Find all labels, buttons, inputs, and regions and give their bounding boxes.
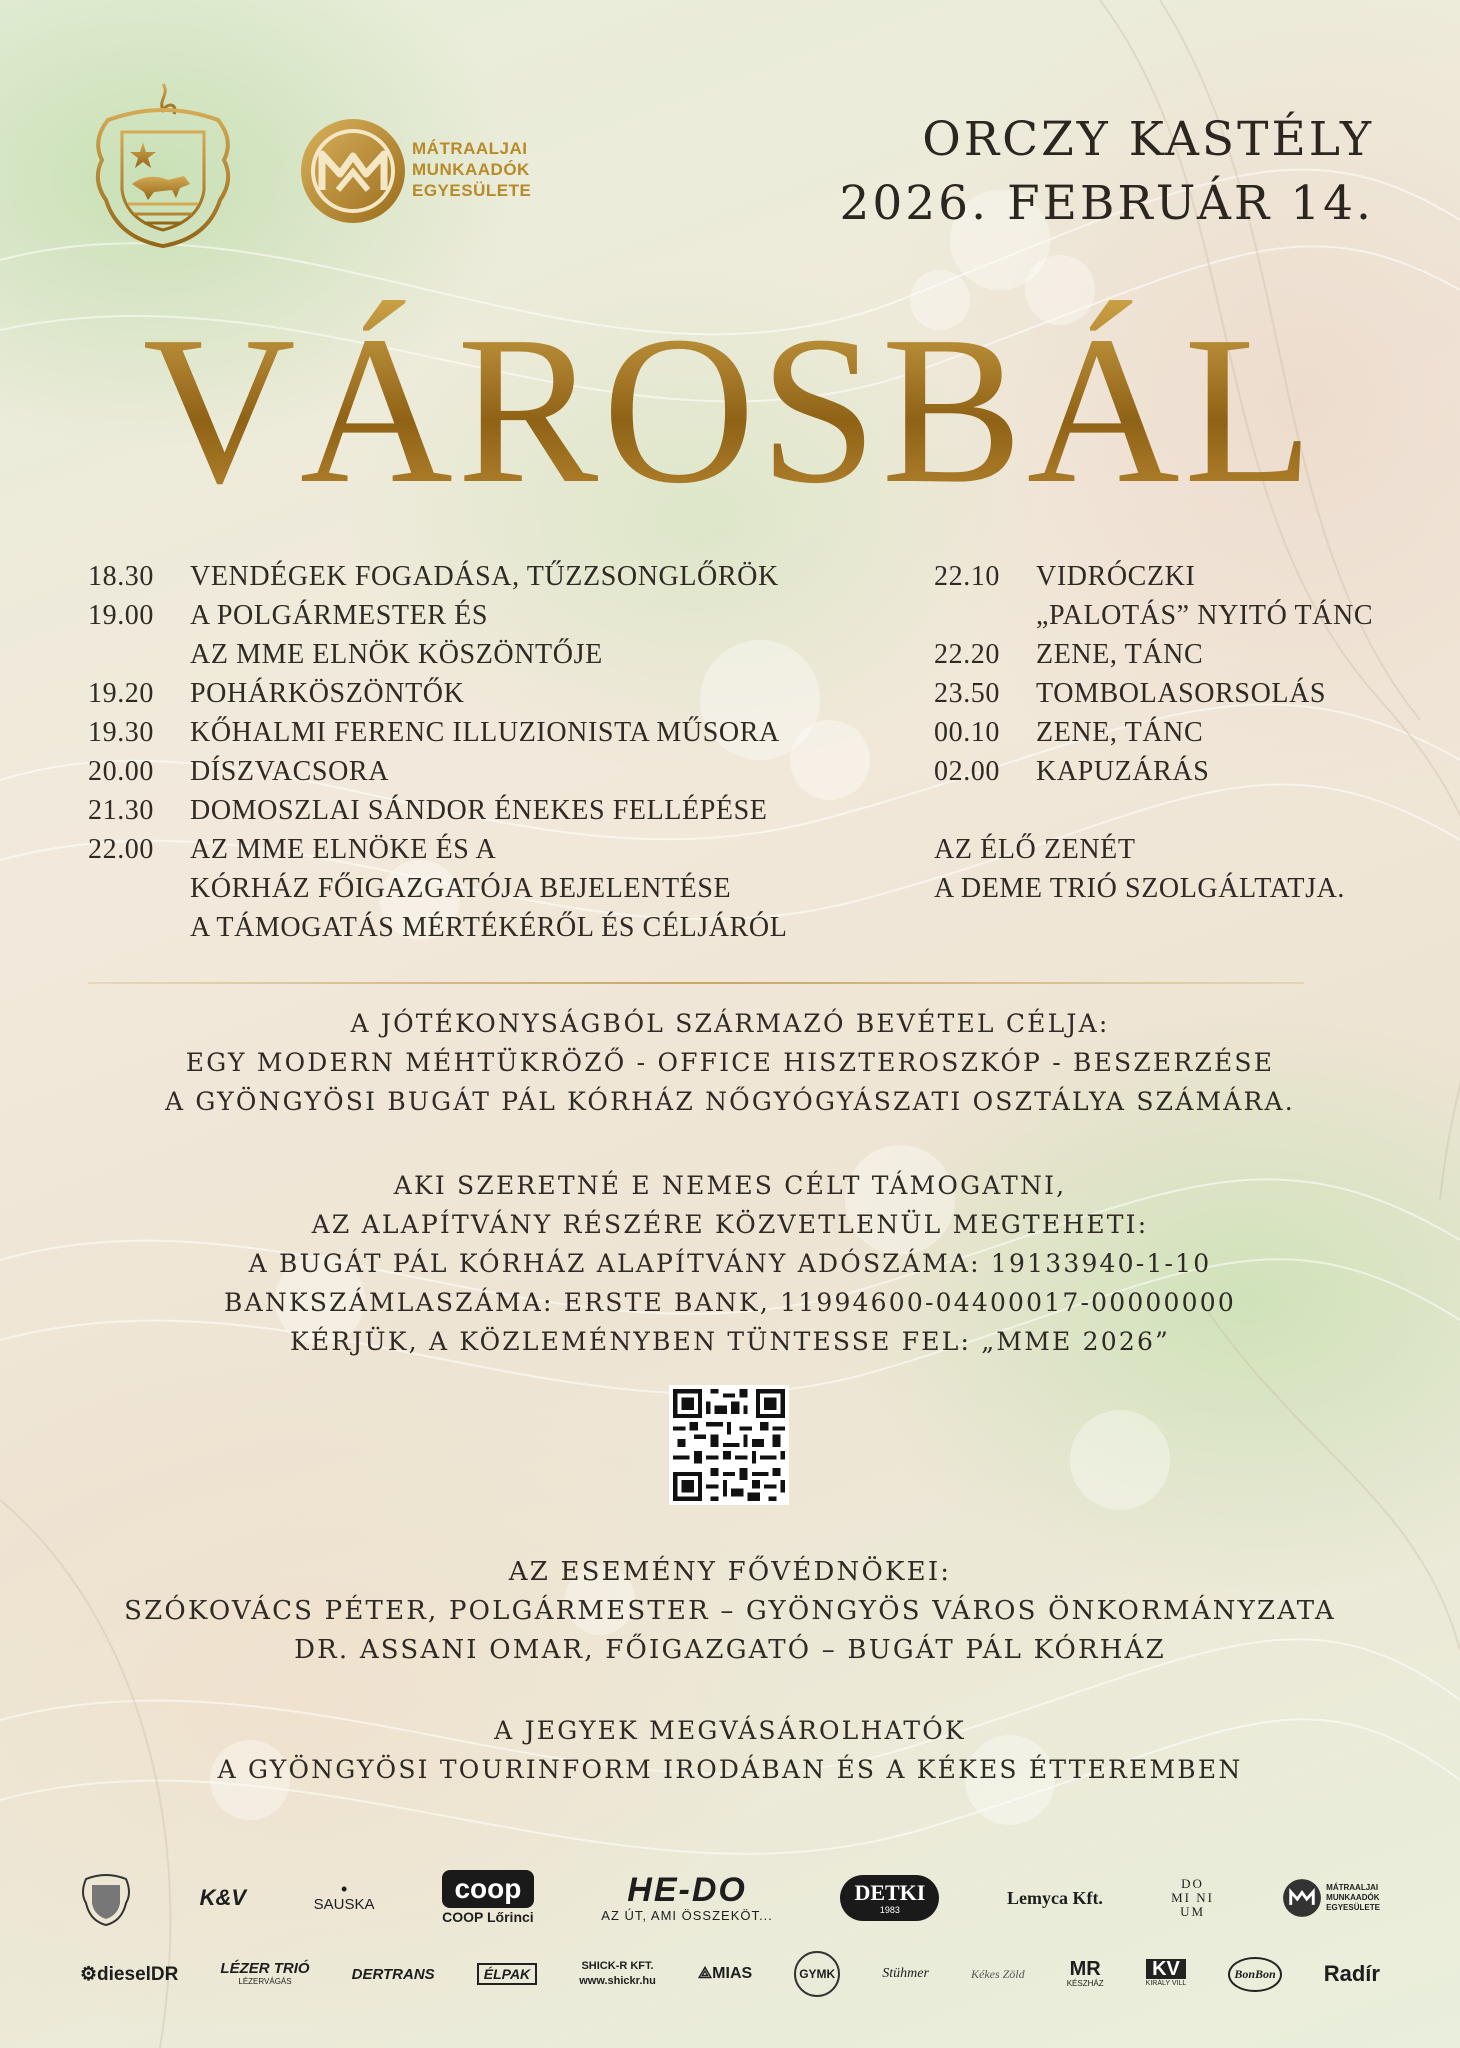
patrons-line: DR. ASSANI OMAR, FŐIGAZGATÓ – BUGÁT PÁL KÓRHÁZ [294,1635,1166,1665]
elpak-logo: ÉLPAK [477,1963,537,1985]
schedule-text: POHÁRKÖSZÖNTŐK [190,678,465,709]
mr-keszhaz-logo-text: MR [1069,1958,1101,1980]
dieseldr-logo [80,1963,178,1986]
schedule-item [934,674,1394,713]
donation-line: BANKSZÁMLASZÁMA: ERSTE BANK, 11994600-04400017-00000000 [224,1288,1236,1317]
mias-logo [698,1965,752,1983]
schedule-time: 19.20 [88,678,154,709]
schedule-text: ZENE, TÁNC [1036,639,1204,670]
schedule-text: AZ MME ELNÖK KÖSZÖNTŐJE [190,639,603,670]
hedo-logo-slogan: AZ ÚT, AMI ÖSSZEKÖT... [601,1908,773,1923]
schedule-item [88,791,848,830]
event-date: 2026. FEBRUÁR 14. [839,176,1374,231]
venue-name: ORCZY KASTÉLY [922,112,1374,167]
mme-small-logo-icon [1282,1878,1322,1918]
dertrans-logo: DERTRANS [351,1965,435,1983]
detki-logo [840,1875,939,1921]
mme-small-logo [1282,1878,1380,1918]
sauska-logo-text: SAUSKA [313,1896,375,1913]
event-title: VÁROSBÁL [0,300,1460,520]
shick-r-logo-url: www.shickr.hu [579,1975,656,1987]
lezer-trio-logo [220,1961,309,1987]
schedule-item [88,830,848,947]
donation-line: A BUGÁT PÁL KÓRHÁZ ALAPÍTVÁNY ADÓSZÁMA: 19133940-1-10 [248,1249,1212,1278]
schedule-right [934,557,1394,908]
kv-logo [200,1885,246,1911]
schedule-time: 20.00 [88,756,154,787]
kekes-zold-logo: Kékes Zöld [970,1966,1025,1981]
mme-name [412,138,531,201]
donation-line: KÉRJÜK, A KÖZLEMÉNYBEN TÜNTESSE FEL: „MME 2026” [289,1327,1171,1356]
schedule-text: A TÁMOGATÁS MÉRTÉKÉRŐL ÉS CÉLJÁRÓL [190,912,788,943]
schedule-text: TOMBOLASORSOLÁS [1036,678,1327,709]
city-crest-small-icon [80,1869,132,1927]
music-note-line: A DEME TRIÓ SZOLGÁLTATJA. [934,873,1345,904]
schedule-time: 00.10 [934,717,1000,748]
schedule-left [88,557,848,947]
schedule-item [88,557,848,596]
patrons-line: AZ ESEMÉNY FŐVÉDNÖKEI: [508,1557,952,1587]
kiraly-vill-logo [1146,1959,1187,1989]
live-music-note [934,830,1394,908]
event-patrons [0,1553,1460,1670]
mme-name-line: MÁTRAALJAI [412,139,528,158]
ticket-info [0,1711,1460,1789]
schedule-text: VENDÉGEK FOGADÁSA, TŰZZSONGLŐRÖK [190,561,779,592]
mme-small-logo-line: MUNKAADÓK [1326,1893,1380,1902]
hedo-logo [601,1872,773,1924]
coop-logo-caption: COOP Lőrinci [442,1909,534,1925]
schedule-time: 21.30 [88,795,154,826]
hedo-logo-text: HE-DO [627,1871,747,1909]
stuhmer-logo: Stühmer [882,1966,929,1981]
schedule-text: KÓRHÁZ FŐIGAZGATÓJA BEJELENTÉSE [190,873,732,904]
schedule-time: 02.00 [934,756,1000,787]
schedule-text: AZ MME ELNÖKE ÉS A [190,834,497,865]
mr-keszhaz-logo-caption: KÉSZHÁZ [1066,1979,1104,1988]
schedule-text: KŐHALMI FERENC ILLUZIONISTA MŰSORA [190,717,780,748]
kv-logo-text: K&V [199,1885,247,1910]
schedule-text: A POLGÁRMESTER ÉS [190,600,489,631]
gold-divider [88,982,1304,984]
lemyca-logo: Lemyca Kft. [1006,1887,1103,1908]
sauska-logo: • SAUSKA [313,1879,375,1913]
patrons-line: SZÓKOVÁCS PÉTER, POLGÁRMESTER – GYÖNGYÖS VÁROS ÖNKORMÁNYZATA [124,1596,1336,1626]
donation-line: AZ ALAPÍTVÁNY RÉSZÉRE KÖZVETLENÜL MEGTEHETI: [311,1210,1149,1239]
charity-purpose [0,1004,1460,1121]
kiraly-vill-logo-caption: KIRÁLY VILL [1145,1980,1187,1987]
dieseldr-logo-icon: ⚙ [80,1963,98,1985]
mias-logo-text: MIAS [712,1965,753,1982]
dieseldr-logo-text: dieselDR [97,1963,179,1985]
schedule-text: ZENE, TÁNC [1036,717,1204,748]
schedule-time: 18.30 [88,561,154,592]
lezer-trio-logo-caption: LÉZERVÁGÁS [238,1977,292,1986]
bonbon-logo: BonBon [1228,1957,1281,1992]
purpose-line: EGY MODERN MÉHTÜKRÖZŐ - OFFICE HISZTEROSZKÓP - BESZERZÉSE [185,1048,1275,1077]
schedule-time: 19.00 [88,600,154,631]
coop-logo-badge: coop [442,1870,534,1908]
city-coat-of-arms-icon [88,80,238,250]
dominium-logo: DO MI NI UM [1171,1876,1214,1919]
schedule-item [934,557,1394,635]
schedule-text: KAPUZÁRÁS [1036,756,1210,787]
kiraly-vill-logo-text: KV [1146,1959,1187,1979]
schedule-time: 22.20 [934,639,1000,670]
sponsor-logos-row-2 [80,1944,1380,2004]
schedule-item [88,674,848,713]
mme-name-line: MUNKAADÓK [412,160,530,179]
schedule-text: VIDRÓCZKI [1036,561,1196,592]
music-note-line: AZ ÉLŐ ZENÉT [934,834,1136,865]
coop-logo [442,1870,534,1926]
schedule-text: DOMOSZLAI SÁNDOR ÉNEKES FELLÉPÉSE [190,795,768,826]
donation-line: AKI SZERETNÉ E NEMES CÉLT TÁMOGATNI, [393,1171,1067,1200]
schedule-item [934,635,1394,674]
gymk-logo: GYMK [794,1951,840,1997]
qr-code[interactable] [669,1385,789,1505]
schedule-time: 19.30 [88,717,154,748]
schedule-item [88,596,848,674]
mme-logo-icon [298,116,408,226]
purpose-line: A GYÖNGYÖSI BUGÁT PÁL KÓRHÁZ NŐGYÓGYÁSZATI OSZTÁLYA SZÁMÁRA. [165,1087,1295,1116]
detki-logo-text: DETKI [854,1880,926,1905]
schedule-item [934,713,1394,752]
schedule-item [934,752,1394,791]
sponsor-logos-row-1 [80,1868,1380,1928]
mme-name-line: EGYESÜLETE [412,181,532,200]
schedule-item [88,752,848,791]
ticket-line: A GYÖNGYÖSI TOURINFORM IRODÁBAN ÉS A KÉKES ÉTTEREMBEN [217,1755,1243,1784]
venue-block [839,108,1374,236]
mme-small-logo-line: EGYESÜLETE [1326,1903,1380,1912]
donation-info [0,1166,1460,1361]
schedule-time: 22.00 [88,834,154,865]
schedule-text: DÍSZVACSORA [190,756,390,787]
schedule-text: „PALOTÁS” NYITÓ TÁNC [1036,600,1374,631]
lezer-trio-logo-text: LÉZER TRIÓ [220,1960,310,1977]
mr-keszhaz-logo [1067,1959,1104,1989]
schedule-time: 23.50 [934,678,1000,709]
schedule-item [88,713,848,752]
ticket-line: A JEGYEK MEGVÁSÁROLHATÓK [494,1716,966,1745]
mias-logo-icon: ⟁ [697,1965,713,1982]
detki-logo-year: 1983 [879,1905,900,1915]
radir-logo: Radír [1323,1961,1380,1986]
schedule-time: 22.10 [934,561,1000,592]
purpose-line: A JÓTÉKONYSÁGBÓL SZÁRMAZÓ BEVÉTEL CÉLJA: [350,1009,1110,1038]
mme-small-logo-line: MÁTRAALJAI [1326,1883,1379,1892]
shick-r-logo-text: SHICK-R KFT. [581,1960,654,1972]
shick-r-logo [579,1959,656,1989]
